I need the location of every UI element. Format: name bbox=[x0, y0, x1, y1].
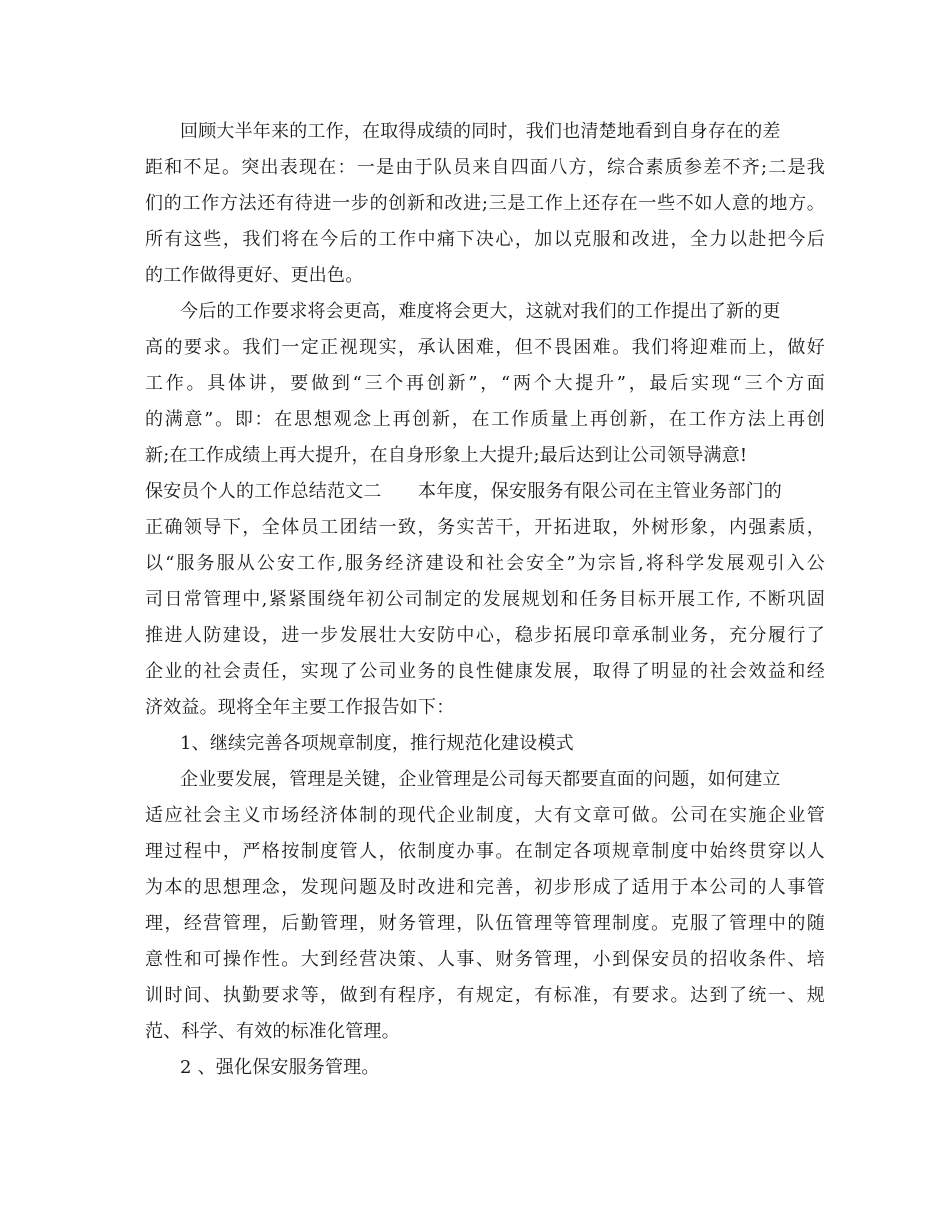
text-line: 们的工作方法还有待进一步的创新和改进;三是工作上还存在一些不如人意的地方。 bbox=[145, 193, 825, 214]
text-line: 企业要发展，管理是关键，企业管理是公司每天都要直面的问题，如何建立 bbox=[180, 769, 781, 790]
text-line: 正确领导下，全体员工团结一致，务实苦干，开拓进取，外树形象，内强素质， bbox=[145, 517, 825, 538]
text-line: 新;在工作成绩上再大提升，在自身形象上大提升;最后达到让公司领导满意! bbox=[145, 445, 748, 466]
text-line: 工作。具体讲，要做到“三个再创新”，“两个大提升”，最后实现“三个方面 bbox=[145, 373, 825, 394]
text-line: 今后的工作要求将会更高，难度将会更大，这就对我们的工作提出了新的更 bbox=[180, 301, 781, 322]
text-line: 推进人防建设，进一步发展壮大安防中心，稳步拓展印章承制业务，充分履行了 bbox=[145, 625, 825, 646]
section-heading: 2 、强化保安服务管理。 bbox=[180, 1057, 380, 1078]
text-line: 所有这些，我们将在今后的工作中痛下决心，加以克服和改进，全力以赴把今后 bbox=[145, 229, 825, 250]
text-line: 的满意”。即：在思想观念上再创新，在工作质量上再创新，在工作方法上再创 bbox=[145, 409, 825, 430]
text-line: 回顾大半年来的工作，在取得成绩的同时，我们也清楚地看到自身存在的差 bbox=[180, 121, 781, 142]
text-line: 适应社会主义市场经济体制的现代企业制度，大有文章可做。公司在实施企业管 bbox=[145, 805, 825, 826]
text-line: 距和不足。突出表现在：一是由于队员来自四面八方，综合素质参差不齐;二是我 bbox=[145, 157, 825, 178]
text-line: 济效益。现将全年主要工作报告如下： bbox=[145, 697, 455, 718]
text-line: 企业的社会责任，实现了公司业务的良性健康发展，取得了明显的社会效益和经 bbox=[145, 661, 825, 682]
text-line: 司日常管理中,紧紧围绕年初公司制定的发展规划和任务目标开展工作, 不断巩固 bbox=[145, 589, 825, 610]
text-line: 的工作做得更好、更出色。 bbox=[145, 265, 364, 286]
text-line: 意性和可操作性。大到经营决策、人事、财务管理，小到保安员的招收条件、培 bbox=[145, 949, 825, 970]
text-line: 理过程中，严格按制度管人，依制度办事。在制定各项规章制度中始终贯穿以人 bbox=[145, 841, 825, 862]
text-line: 为本的思想理念，发现问题及时改进和完善，初步形成了适用于本公司的人事管 bbox=[145, 877, 825, 898]
text-line: 保安员个人的工作总结范文二 本年度，保安服务有限公司在主管业务部门的 bbox=[145, 481, 782, 502]
text-line: 范、科学、有效的标准化管理。 bbox=[145, 1021, 400, 1042]
text-line: 理，经营管理，后勤管理，财务管理，队伍管理等管理制度。克服了管理中的随 bbox=[145, 913, 825, 934]
text-line: 以“服务服从公安工作,服务经济建设和社会安全”为宗旨,将科学发展观引入公 bbox=[145, 553, 825, 574]
text-line: 训时间、执勤要求等，做到有程序，有规定，有标准，有要求。达到了统一、规 bbox=[145, 985, 825, 1006]
text-line: 高的要求。我们一定正视现实，承认困难，但不畏困难。我们将迎难而上，做好 bbox=[145, 337, 825, 358]
section-heading: 1、继续完善各项规章制度，推行规范化建设模式 bbox=[180, 733, 574, 754]
